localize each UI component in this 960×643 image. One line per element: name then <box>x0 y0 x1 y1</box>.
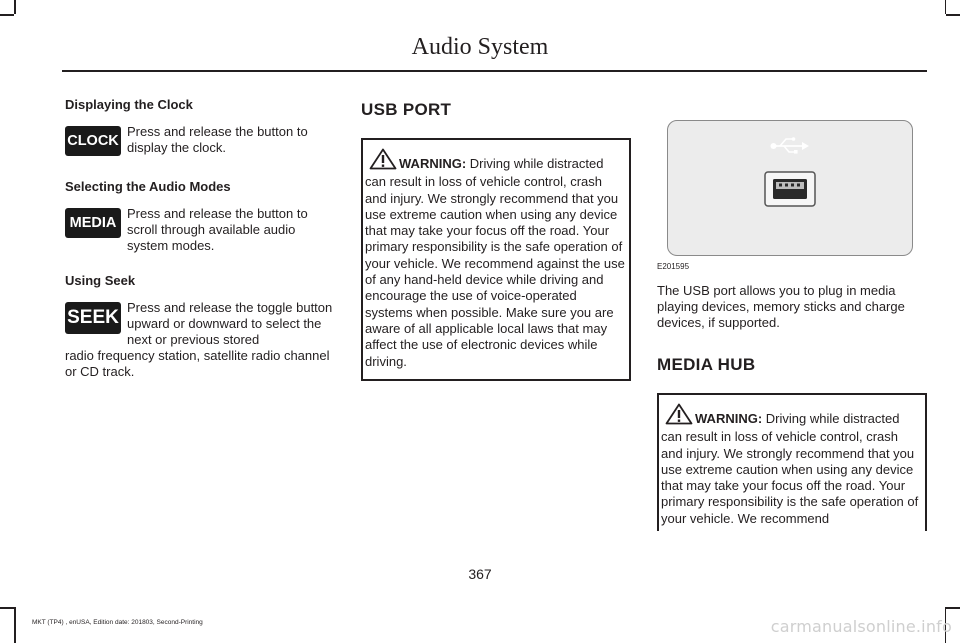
usb-socket-icon <box>764 171 816 212</box>
clock-row <box>65 124 337 164</box>
page-title: Audio System <box>411 34 549 60</box>
usb-warning-box <box>361 138 631 381</box>
usb-panel <box>667 120 913 256</box>
warning-triangle-icon <box>665 403 693 429</box>
crop-mark <box>0 607 14 609</box>
clock-description: Press and release the button to display the clock. <box>127 124 308 155</box>
media-description: Press and release the button to scroll through available audio system modes. <box>127 206 308 253</box>
media-hub-warning-text: Driving while distracted can result in loss of vehicle control, crash and injury. We strongly recommend that you use extreme caution when using any device that may take your focus off the road. Your primary responsibility is the safe operation of your vehicle. We recommend <box>661 411 919 526</box>
column-left <box>65 96 337 380</box>
usb-symbol-icon <box>770 137 810 160</box>
media-hub-warning-label: WARNING: <box>695 411 763 426</box>
crop-mark <box>946 607 960 609</box>
column-middle <box>361 96 631 381</box>
clock-button-icon: CLOCK <box>65 126 121 156</box>
subhead-media: Selecting the Audio Modes <box>65 179 231 194</box>
crop-mark <box>14 607 16 643</box>
crop-mark <box>0 14 14 16</box>
usb-port-heading: USB PORT <box>361 100 452 119</box>
crop-mark <box>946 14 960 16</box>
usb-port-figure <box>657 96 925 250</box>
column-right <box>657 96 927 531</box>
seek-button-icon: SEEK <box>65 302 121 334</box>
subhead-seek: Using Seek <box>65 273 136 288</box>
media-button-icon: MEDIA <box>65 208 121 238</box>
media-hub-warning-box <box>657 393 927 531</box>
usb-warning-label: WARNING: <box>399 156 467 171</box>
usb-warning-text: Driving while distracted can result in loss of vehicle control, crash and injury. We strongly recommend that you use extreme caution when using any device that may take your focus off the road. Your primary responsibility is the safe operation of your vehicle. We recommend against the use of any hand-held device while driving and encourage the use of voice-operated systems when possible. Make sure you are aware of all applicable local laws that may affect the use of electronic devices while driving. <box>365 156 625 369</box>
usb-description: The USB port allows you to plug in media playing devices, memory sticks and charge devices, if supported. <box>657 283 905 330</box>
crop-mark <box>14 0 16 14</box>
crop-mark <box>945 0 947 14</box>
media-hub-heading: MEDIA HUB <box>657 355 756 374</box>
media-row <box>65 206 337 258</box>
page-number: 367 <box>468 566 492 582</box>
subhead-clock: Displaying the Clock <box>65 97 193 112</box>
watermark: carmanualsonline.info <box>770 617 952 636</box>
footer-edition: MKT (TP4) , enUSA, Edition date: 201803, Second-Printing <box>32 619 203 626</box>
seek-description: Press and release the toggle button upward or downward to select the next or previous stored <box>127 300 333 347</box>
header-divider <box>62 70 927 72</box>
warning-triangle-icon <box>369 148 397 174</box>
seek-description-continued: radio frequency station, satellite radio channel or CD track. <box>65 348 330 379</box>
figure-code: E201595 <box>657 262 690 271</box>
seek-row <box>65 300 337 348</box>
